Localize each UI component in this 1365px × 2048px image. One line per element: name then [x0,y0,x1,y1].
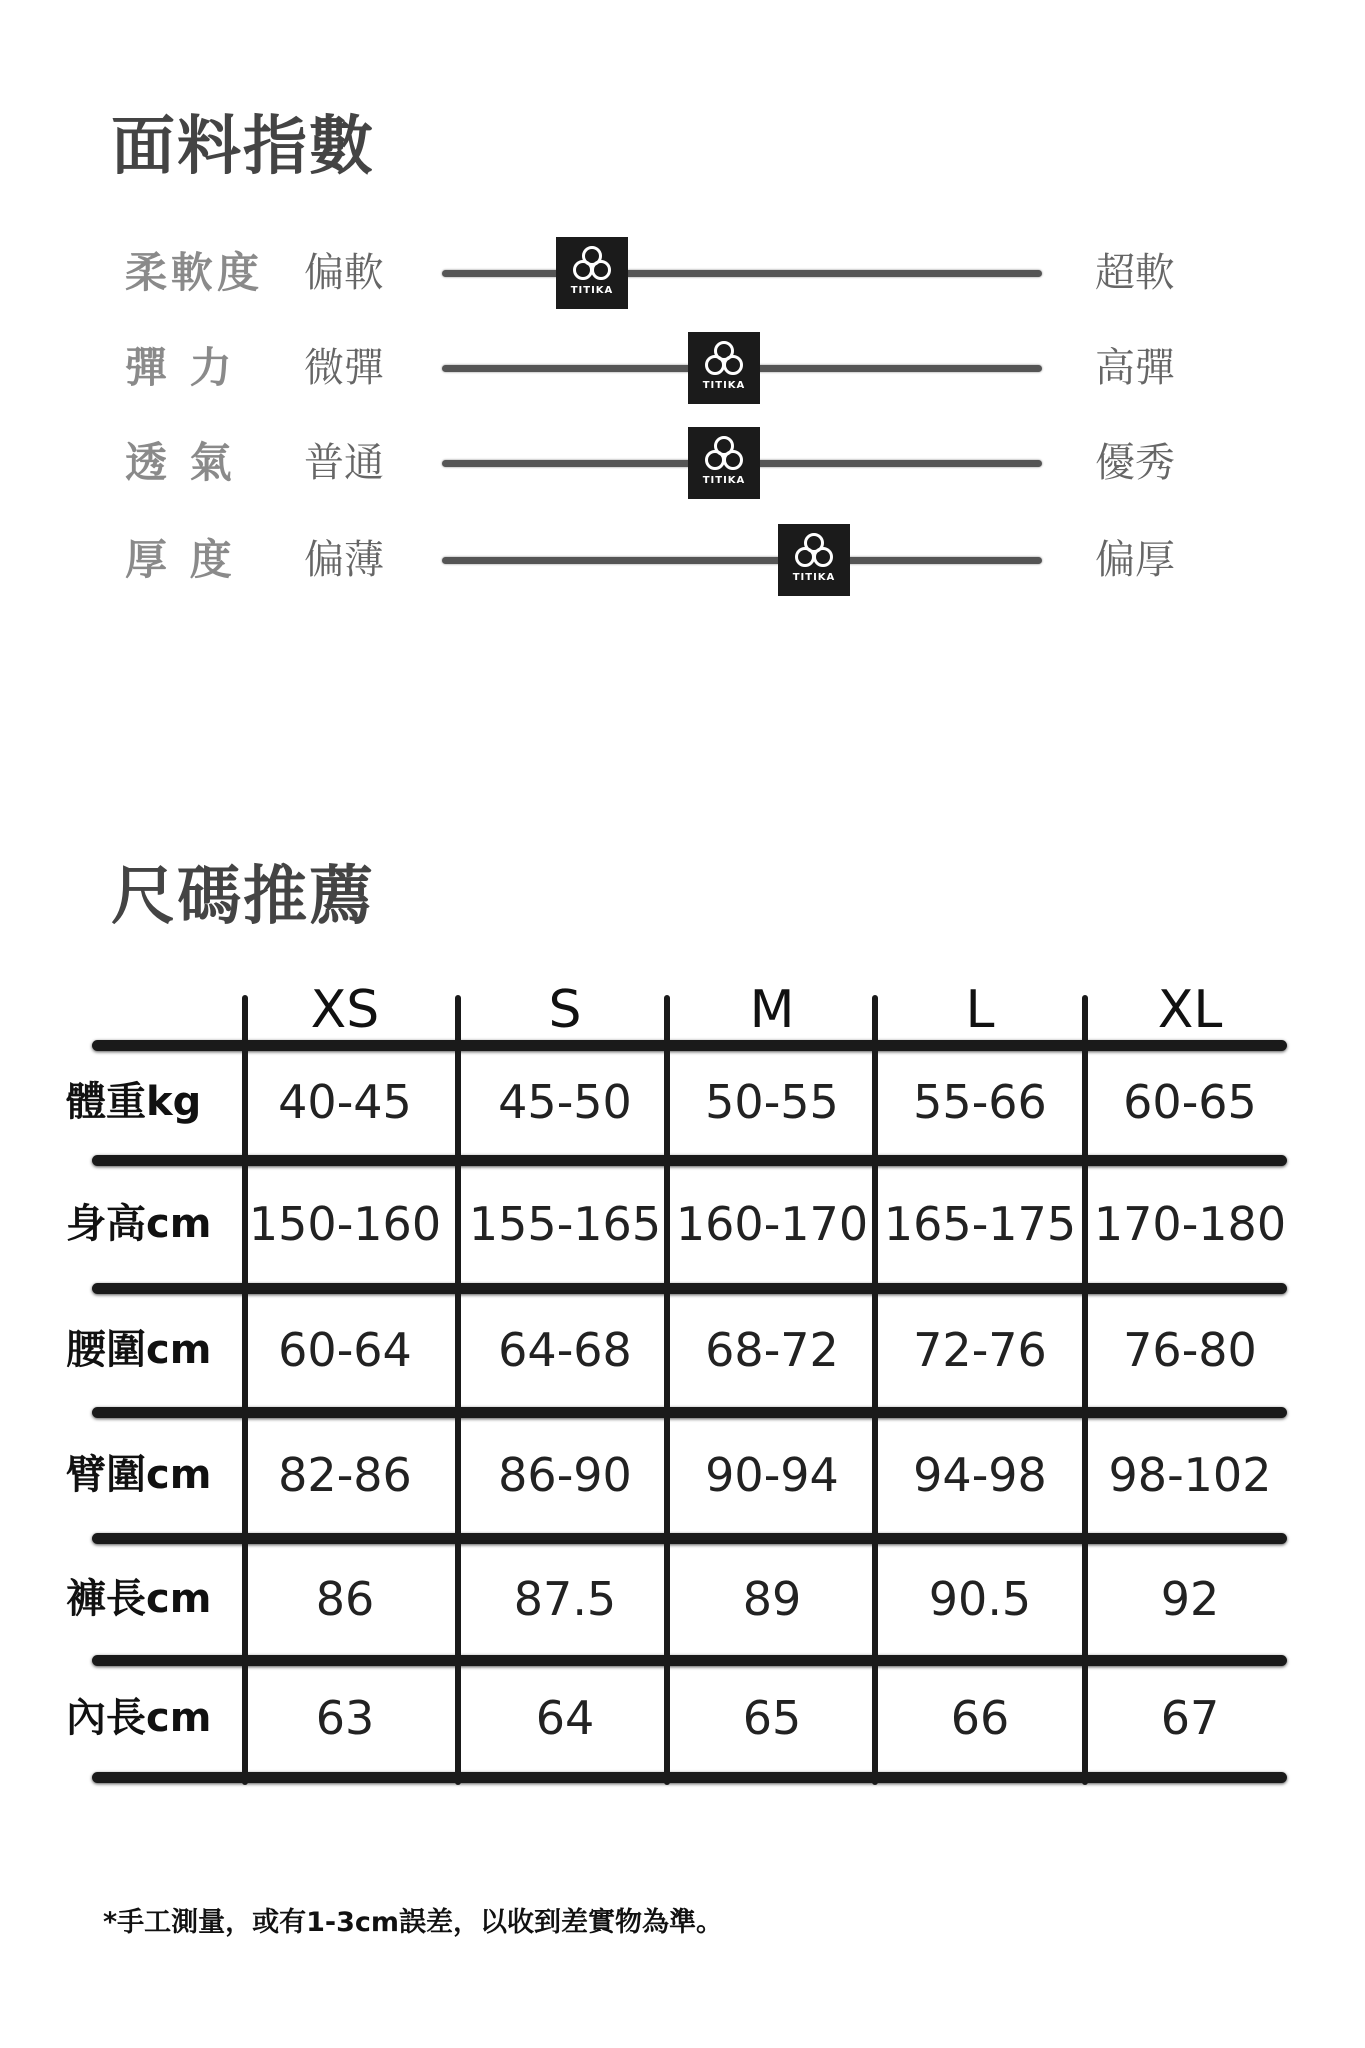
fabric-scale-min-label: 普通 [304,440,384,486]
table-row-divider [92,1155,1287,1166]
footnote: *手工測量，或有1-3cm誤差，以收到差實物為準。 [103,1907,724,1938]
fabric-row [0,233,1365,313]
fabric-row [0,423,1365,503]
size-table-cell: 63 [315,1691,375,1745]
trefoil-logo-icon [572,245,612,283]
fabric-scale-max-label: 優秀 [1095,440,1175,486]
brand-logo-text: TITIKA [792,572,836,583]
fabric-scale-min-label: 偏薄 [304,537,384,583]
table-row-divider [92,1533,1287,1544]
size-row-label: 身高cm [66,1201,212,1247]
brand-logo-text: TITIKA [702,475,746,486]
size-column-header: S [548,980,582,1040]
size-table-cell: 64-68 [498,1323,632,1377]
size-row-label: 體重kg [66,1079,202,1125]
size-table-cell: 90.5 [928,1572,1032,1626]
size-row-label: 內長cm [66,1695,212,1741]
fabric-scale-max-label: 偏厚 [1095,537,1175,583]
size-column-header: XL [1157,980,1223,1040]
table-row-divider [92,1655,1287,1666]
size-table-cell: 72-76 [913,1323,1047,1377]
size-table-cell: 155-165 [468,1197,662,1251]
table-column-divider [1082,995,1088,1785]
size-table-cell: 87.5 [513,1572,617,1626]
trefoil-logo-icon [794,532,834,570]
size-table-cell: 60-64 [278,1323,412,1377]
size-table-cell: 40-45 [278,1075,412,1129]
size-title: 尺碼推薦 [111,860,375,934]
size-table-cell: 45-50 [498,1075,632,1129]
fabric-title: 面料指數 [111,110,375,184]
brand-logo-text: TITIKA [570,285,614,296]
size-table-cell: 60-65 [1123,1075,1257,1129]
fabric-scale-line [442,557,1042,564]
size-table-cell: 86-90 [498,1448,632,1502]
table-column-divider [455,995,461,1785]
size-table-cell: 86 [315,1572,375,1626]
size-table-cell: 150-160 [248,1197,442,1251]
size-table-cell: 76-80 [1123,1323,1257,1377]
brand-logo-text: TITIKA [702,380,746,391]
size-table-cell: 89 [742,1572,802,1626]
size-table-cell: 65 [742,1691,802,1745]
size-table-cell: 66 [950,1691,1010,1745]
size-table-cell: 94-98 [913,1448,1047,1502]
size-row-label: 臂圍cm [66,1452,212,1498]
fabric-scale-max-label: 高彈 [1095,345,1175,391]
fabric-level-marker [778,524,850,596]
size-table-cell: 67 [1160,1691,1220,1745]
fabric-scale-max-label: 超軟 [1095,250,1175,296]
size-column-header: XS [310,980,380,1040]
size-table-cell: 64 [535,1691,595,1745]
size-column-header: M [749,980,795,1040]
size-column-header: L [965,980,995,1040]
size-row-label: 腰圍cm [66,1327,212,1373]
size-table-cell: 165-175 [883,1197,1077,1251]
trefoil-logo-icon [704,340,744,378]
size-table-cell: 82-86 [278,1448,412,1502]
fabric-level-marker [688,332,760,404]
fabric-row [0,520,1365,600]
size-table-cell: 92 [1160,1572,1220,1626]
fabric-scale-min-label: 微彈 [304,345,384,391]
fabric-level-marker [556,237,628,309]
fabric-row-label: 透 氣 [125,438,236,487]
size-table-cell: 55-66 [913,1075,1047,1129]
size-table-cell: 98-102 [1108,1448,1272,1502]
fabric-row-label: 彈 力 [125,343,236,392]
fabric-scale-line [442,270,1042,277]
table-row-divider [92,1407,1287,1418]
size-table-cell: 50-55 [705,1075,839,1129]
fabric-row-label: 柔軟度 [125,248,264,297]
fabric-level-marker [688,427,760,499]
size-table-cell: 68-72 [705,1323,839,1377]
table-row-divider [92,1283,1287,1294]
size-row-label: 褲長cm [66,1576,212,1622]
fabric-row [0,328,1365,408]
fabric-row-label: 厚 度 [125,535,236,584]
size-table-cell: 160-170 [675,1197,869,1251]
table-row-divider [92,1772,1287,1783]
trefoil-logo-icon [704,435,744,473]
table-column-divider [872,995,878,1785]
size-table-cell: 170-180 [1093,1197,1287,1251]
fabric-scale-min-label: 偏軟 [304,250,384,296]
size-table-cell: 90-94 [705,1448,839,1502]
